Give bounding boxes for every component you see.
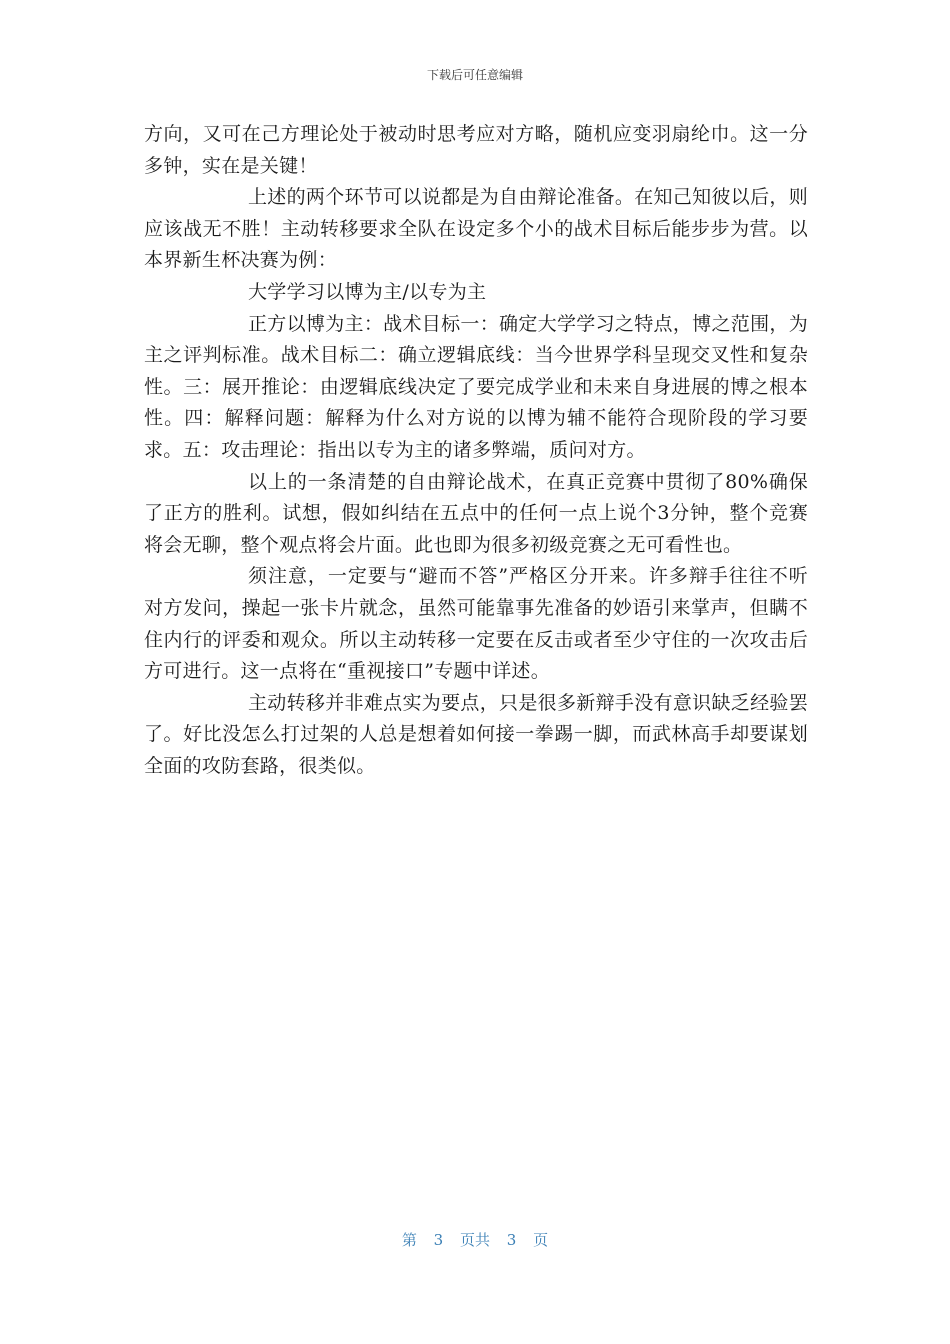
footer-current-page: 3 <box>433 1231 444 1249</box>
page-footer <box>0 1229 950 1250</box>
footer-label-end: 页 <box>533 1231 549 1249</box>
page-header: 下载后可任意编辑 <box>426 68 523 82</box>
paragraph-3-topic: 大学学习以博为主/以专为主 <box>248 280 487 303</box>
document-body <box>144 119 808 782</box>
paragraph-2: 上述的两个环节可以说都是为自由辩论准备。在知己知彼以后，则应该战无不胜！主动转移要求全队在设定多个小的战术目标后能步步为营。以本界新生杯决赛为例： <box>144 186 808 272</box>
footer-label-of: 页共 <box>459 1231 490 1249</box>
footer-total-pages: 3 <box>506 1231 517 1249</box>
footer-label-page: 第 <box>401 1231 417 1249</box>
paragraph-4: 正方以博为主：战术目标一：确定大学学习之特点，博之范围，为主之评判标准。战术目标二：确立逻辑底线：当今世界学科呈现交叉性和复杂性。三：展开推论：由逻辑底线决定了要完成学业和未来自身进展的博之根本性。四：解释问题：解释为什么对方说的以博为辅不能符合现阶段的学习要求。五：攻击理论：指出以专为主的诸多弊端，质问对方。 <box>144 312 808 461</box>
paragraph-6: 须注意，一定要与“避而不答”严格区分开来。许多辩手往往不听对方发问，操起一张卡片就念，虽然可能靠事先准备的妙语引来掌声，但瞒不住内行的评委和观众。所以主动转移一定要在反击或者至少守住的一次攻击后方可进行。这一点将在“重视接口”专题中详述。 <box>144 565 808 683</box>
paragraph-7: 主动转移并非难点实为要点，只是很多新辩手没有意识缺乏经验罢了。好比没怎么打过架的人总是想着如何接一拳踢一脚，而武林高手却要谋划全面的攻防套路，很类似。 <box>144 691 808 777</box>
paragraph-1: 方向，又可在己方理论处于被动时思考应对方略，随机应变羽扇纶巾。这一分多钟，实在是关键！ <box>144 123 808 177</box>
paragraph-5: 以上的一条清楚的自由辩论战术，在真正竞赛中贯彻了80%确保了正方的胜利。试想，假如纠结在五点中的任何一点上说个3分钟，整个竞赛将会无聊，整个观点将会片面。此也即为很多初级竞赛之无可看性也。 <box>144 470 808 556</box>
